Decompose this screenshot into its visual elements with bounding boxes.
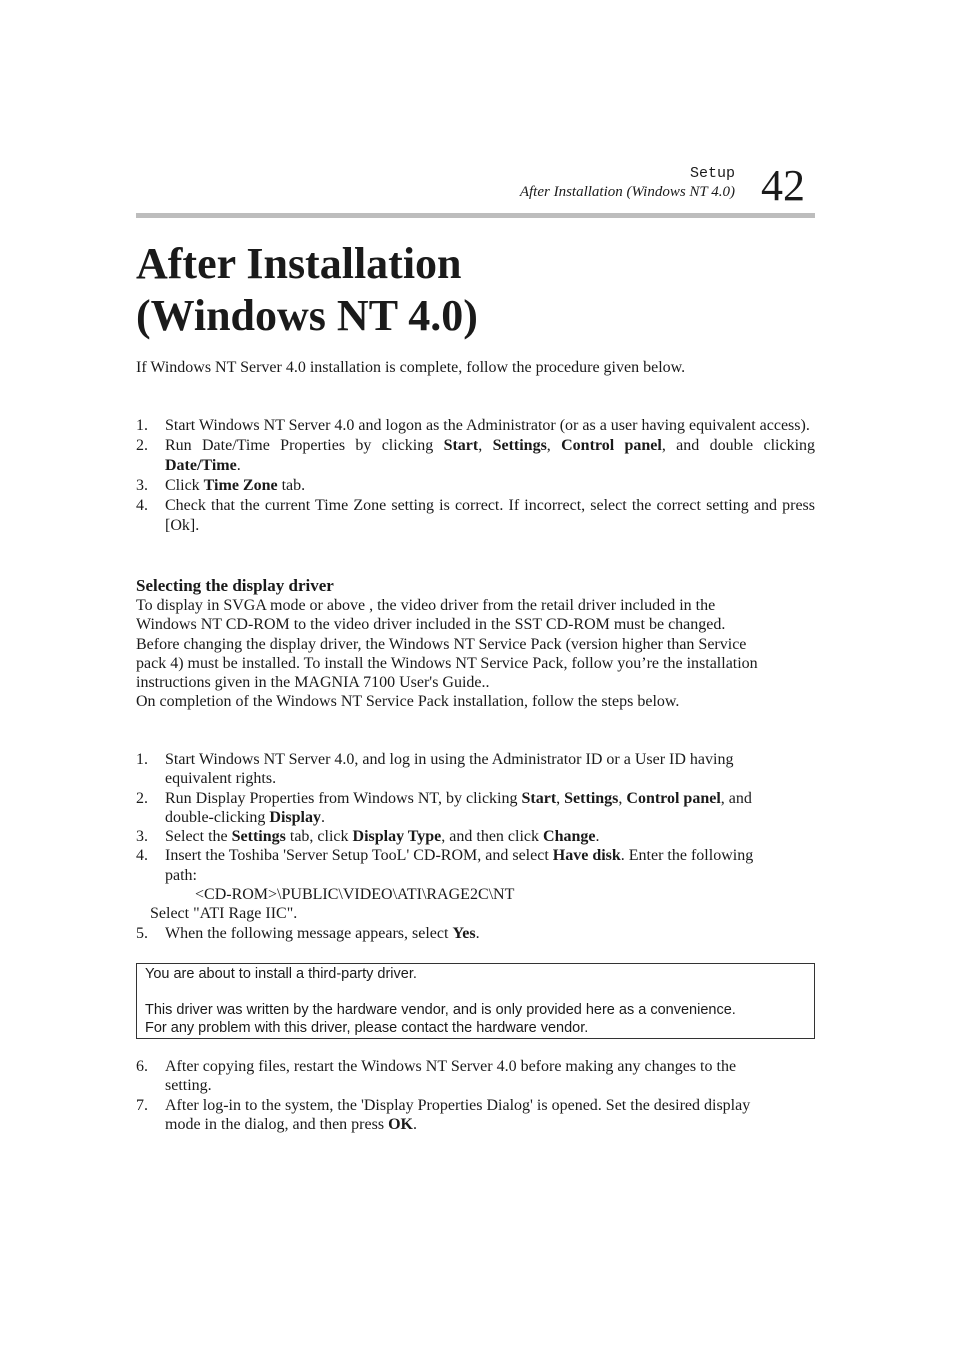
header-text bbox=[520, 165, 735, 201]
list-item bbox=[136, 1057, 761, 1096]
list-number: 4. bbox=[136, 497, 148, 514]
section-paragraph bbox=[136, 596, 761, 712]
header-rule bbox=[136, 213, 815, 218]
bold-term: Control panel bbox=[561, 437, 662, 454]
list-text: , and then click bbox=[441, 828, 544, 846]
list-text: . bbox=[475, 924, 480, 942]
list-number: 6. bbox=[136, 1058, 148, 1075]
list-text: . bbox=[236, 457, 241, 474]
list-item bbox=[136, 436, 815, 476]
list-item bbox=[136, 476, 815, 496]
list-item bbox=[136, 827, 761, 846]
list-text: . bbox=[412, 1115, 417, 1133]
message-line: This driver was written by the hardware vendor, and is only provided here as a convenience. bbox=[145, 1002, 736, 1018]
bold-term: Settings bbox=[564, 789, 619, 807]
list-text: Run Date/Time Properties by clicking bbox=[165, 437, 444, 454]
page-title bbox=[136, 238, 815, 342]
list-text: tab, click bbox=[285, 828, 353, 846]
list-text: , and double clicking bbox=[661, 437, 816, 454]
final-steps-list bbox=[136, 1057, 761, 1134]
list-text: Run Display Properties from Windows NT, by clicking bbox=[165, 789, 522, 807]
list-number: 3. bbox=[136, 477, 148, 494]
list-item bbox=[136, 416, 815, 436]
list-number: 1. bbox=[136, 417, 148, 434]
list-number: 2. bbox=[136, 437, 148, 454]
list-text: . bbox=[321, 808, 325, 826]
bold-term: Date/Time bbox=[165, 457, 237, 474]
bold-term: Display bbox=[269, 808, 321, 826]
bold-term: Settings bbox=[231, 828, 286, 846]
page-title-line1: After Installation bbox=[136, 239, 462, 288]
intro-paragraph: If Windows NT Server 4.0 installation is complete, follow the procedure given below. bbox=[136, 359, 686, 376]
bold-term: Have disk bbox=[552, 847, 621, 865]
header-section: Setup bbox=[689, 165, 735, 182]
list-item bbox=[136, 789, 761, 828]
list-text: Start Windows NT Server 4.0 and logon as the Administrator (or as a user having equivalent access). bbox=[165, 417, 810, 434]
message-line: For any problem with this driver, please contact the hardware vendor. bbox=[145, 1020, 589, 1036]
list-text: . Enter the following path: bbox=[165, 847, 754, 884]
bold-term: Start bbox=[521, 789, 557, 807]
list-text: Check that the current Time Zone setting is correct. If incorrect, select the correct setting and press [Ok]. bbox=[165, 497, 815, 534]
list-item bbox=[136, 1096, 761, 1135]
list-item bbox=[136, 750, 761, 789]
setup-steps-list bbox=[136, 416, 815, 536]
list-text: Select the bbox=[165, 828, 232, 846]
bold-term: Start bbox=[443, 437, 479, 454]
bold-term: Display Type bbox=[352, 828, 442, 846]
list-text: When the following message appears, select bbox=[165, 924, 453, 942]
list-text: Click bbox=[165, 477, 204, 494]
list-number: 4. bbox=[136, 847, 148, 865]
running-header bbox=[136, 160, 815, 216]
paragraph-text: On completion of the Windows NT Service Pack installation, follow the steps below. bbox=[136, 693, 680, 711]
cd-rom-path: <CD-ROM>\PUBLIC\VIDEO\ATI\RAGE2C\NT bbox=[195, 886, 515, 904]
list-text: , bbox=[618, 789, 627, 807]
list-text: , and double-clicking bbox=[165, 789, 752, 826]
page-title-line2: (Windows NT 4.0) bbox=[136, 291, 478, 340]
bold-term: Change bbox=[543, 828, 596, 846]
bold-term: Settings bbox=[492, 437, 547, 454]
list-text: , bbox=[478, 437, 493, 454]
list-text: Start Windows NT Server 4.0, and log in using the Administrator ID or a User ID having equivalent rights. bbox=[165, 751, 734, 788]
list-text: After copying files, restart the Windows NT Server 4.0 before making any changes to the setting. bbox=[165, 1058, 737, 1095]
header-subtitle: After Installation (Windows NT 4.0) bbox=[519, 184, 735, 200]
bold-term: Yes bbox=[452, 924, 476, 942]
paragraph-text: To display in SVGA mode or above , the video driver from the retail driver included in the Windows NT CD-ROM to the video driver included in the SST CD-ROM must be changed. Before changing the display driver, the Windows NT Service Pack (version higher than Service pack 4) must be installed. To install the Windows NT Service Pack, follow you’re the installation instructions given in the MAGNIA 7100 User's Guide.. bbox=[136, 597, 758, 692]
message-line: You are about to install a third-party driver. bbox=[145, 966, 417, 982]
bold-term: Control panel bbox=[626, 789, 721, 807]
list-text: . bbox=[595, 828, 600, 846]
list-item bbox=[136, 496, 815, 536]
bold-term: Time Zone bbox=[203, 477, 278, 494]
section-heading: Selecting the display driver bbox=[136, 576, 334, 595]
list-text: After log-in to the system, the 'Display Properties Dialog' is opened. Set the desired display mode in the dialog, and then press bbox=[165, 1096, 751, 1133]
list-text: tab. bbox=[277, 477, 306, 494]
list-number: 2. bbox=[136, 789, 148, 807]
bold-term: OK bbox=[388, 1115, 413, 1133]
list-item bbox=[136, 846, 761, 923]
list-number: 1. bbox=[136, 751, 148, 768]
message-box bbox=[136, 963, 815, 1039]
select-driver-text: Select "ATI Rage IIC". bbox=[150, 905, 298, 923]
list-number: 7. bbox=[136, 1096, 148, 1114]
list-item bbox=[136, 924, 761, 943]
list-number: 3. bbox=[136, 828, 148, 846]
list-text: , bbox=[556, 789, 565, 807]
driver-steps-list bbox=[136, 750, 761, 943]
list-text: , bbox=[546, 437, 562, 454]
list-text: Insert the Toshiba 'Server Setup TooL' CD-ROM, and select bbox=[165, 847, 553, 865]
page-number: 42 bbox=[761, 161, 805, 210]
list-number: 5. bbox=[136, 924, 148, 942]
